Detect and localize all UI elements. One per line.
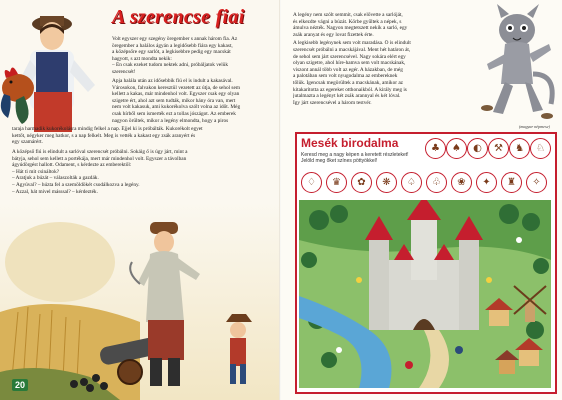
text-line: egy szamárért. [12,139,43,146]
text-line: jutalmazta a legényt két zsák arannyal és két lóval. [293,93,401,100]
text-line: Így járt szerencsével a három testvér. [293,99,372,106]
crown-icon: ♛ [326,172,347,193]
wheat-field-cannon-illustration [0,202,279,400]
text-line: zsák aranyat és egy lovat fizettek érte. [293,31,374,38]
frog-icon: ✿ [351,172,372,193]
text-line: taraja harmadik kukorékolásra mindig felkel a nap. Éjjel ki is próbálták. Kukorékolt egyet [12,126,203,132]
text-line: szerencsét! [112,68,136,75]
text-line: de sehol sem járt szerencsével. Nagy sokára elért egy [293,53,406,60]
story-paragraph-2 [112,78,272,124]
text-line: olyan szigetre, ahol híre-hamva sem volt macskának, [293,60,406,67]
lion-icon: ♜ [501,172,522,193]
text-line: kettőt, négyker meg hatkor, s a nap felkelt. Meg is vették a kakast egy zsák aranyért és [12,132,196,139]
text-line: bátyja, sehol sem kellett a portékája, mert már mindenhol volt. Egyszer a távolban [12,155,187,162]
story-paragraph-1 [112,36,272,76]
right-page [281,0,562,400]
text-line: tőlük. Igencsak megörültek a macskának, amikor az [293,79,404,86]
text-line: – Aratjuk a búzát – válaszolták a gazdák. [12,175,99,182]
text-line: – Ágyúval? – húzta fel a szemöldökét csodálkozva a legény. [12,181,140,188]
goose-icon: ✦ [476,172,497,193]
text-line: viszont annál több volt az egér. A házakban, de még [293,66,403,73]
text-line: a palotában sem volt nyugodalma az embereknek [293,73,398,80]
shoe-icon: ♢ [301,172,322,193]
text-line: – Én csak ezeket tudom nektek adni, próbáljatok velük [112,62,229,69]
tree-icon: ♠ [446,138,467,159]
story-paragraph-3 [12,126,274,146]
text-line: szerencsét próbálni a macskájával. Ment hét határon át, [293,46,411,53]
flower-icon: ❀ [451,172,472,193]
text-line: Volt egyszer egy szegény öregember s annak három fia. Az [112,36,238,42]
story-source-caption: (magyar népmese) [518,124,550,129]
story-paragraph-4 [12,149,274,195]
unicorn-icon: ♞ [509,138,530,159]
cat-illustration [477,4,559,122]
text-line: A középső fiú is elindult a sarlóval szerencsét próbálni. Sokáig ő is úgy járt, mint a [12,149,188,155]
text-line: – Hát ti mit csináltok? [12,168,60,175]
rabbit-icon: ♤ [401,172,422,193]
puzzle-title: Mesék birodalma [301,136,399,150]
text-line: a középsőre egy sarlót, a legkisebbre pedig egy macskát [112,49,231,56]
man-with-rooster-illustration [0,0,110,135]
story-continuation [293,12,471,106]
text-line: csak hírből sem ismerték ezt a tollas jószágot. Az emberek [112,110,236,117]
hammer-icon: ⚒ [488,138,509,159]
page-number: 20 [12,379,28,391]
fairytale-kingdom-scene [299,200,551,388]
text-line: ágyúdörgést hallott. Odament, s kérdezte az emberektől: [12,162,132,169]
text-line: A legény nem szólt semmit, csak elővette a sarlóját, [293,12,403,18]
text-line: kitakarította az egereket otthonaikból. A király meg is [293,86,407,93]
text-line: öregember a halálos ágyán a legidősebb fiára egy kakast, [112,42,233,49]
hidden-details-puzzle [295,132,557,394]
text-line: ámulva nézték. Nagyon megtetszett nekik a sarló, egy [293,25,408,32]
puzzle-instructions: Keresd meg a nagy képen a keretett részleteket! Jelöld meg őket színes pöttyökkel! [301,152,409,165]
mirror-icon: ◐ [467,138,488,159]
text-line: A legkisebb legénynek sem volt maradása. Ő is elindult [293,40,411,47]
text-line: szigetre ért, ahol azt sem tudták, mikor hány óra van, mert [112,97,236,104]
text-line: nem volt kakasuk, ami kukorékolva szólt volna az időt. Még [112,104,241,111]
text-line: hagyott, s azt mondta nekik: [112,55,172,62]
butterfly-icon: ❋ [376,172,397,193]
text-line: Városokon, falvakon keresztül vezetett az útja, de sehol sem [112,84,240,91]
story-title: A szerencse fiai [112,6,245,28]
lantern-icon: ♣ [425,138,446,159]
text-line: – Azzal, hát mivel másssal? – kérdezték. [12,188,98,195]
text-line: kellett a kakas, már mindenhol volt. Egyszer csak egy olyan [112,91,240,98]
mushroom-icon: ♧ [426,172,447,193]
text-line: Apja halála után az idősebbik fiú el is indult a kakasával. [112,78,233,84]
text-line: és elkezdte vágni a búzát. Körbe gyűltek a népek, s [293,18,402,25]
swan-icon: ✧ [526,172,547,193]
text-line: nagyon örültek, mikor a legény elmondta, hogy a piros [112,117,229,124]
horse-icon: ♘ [530,138,551,159]
